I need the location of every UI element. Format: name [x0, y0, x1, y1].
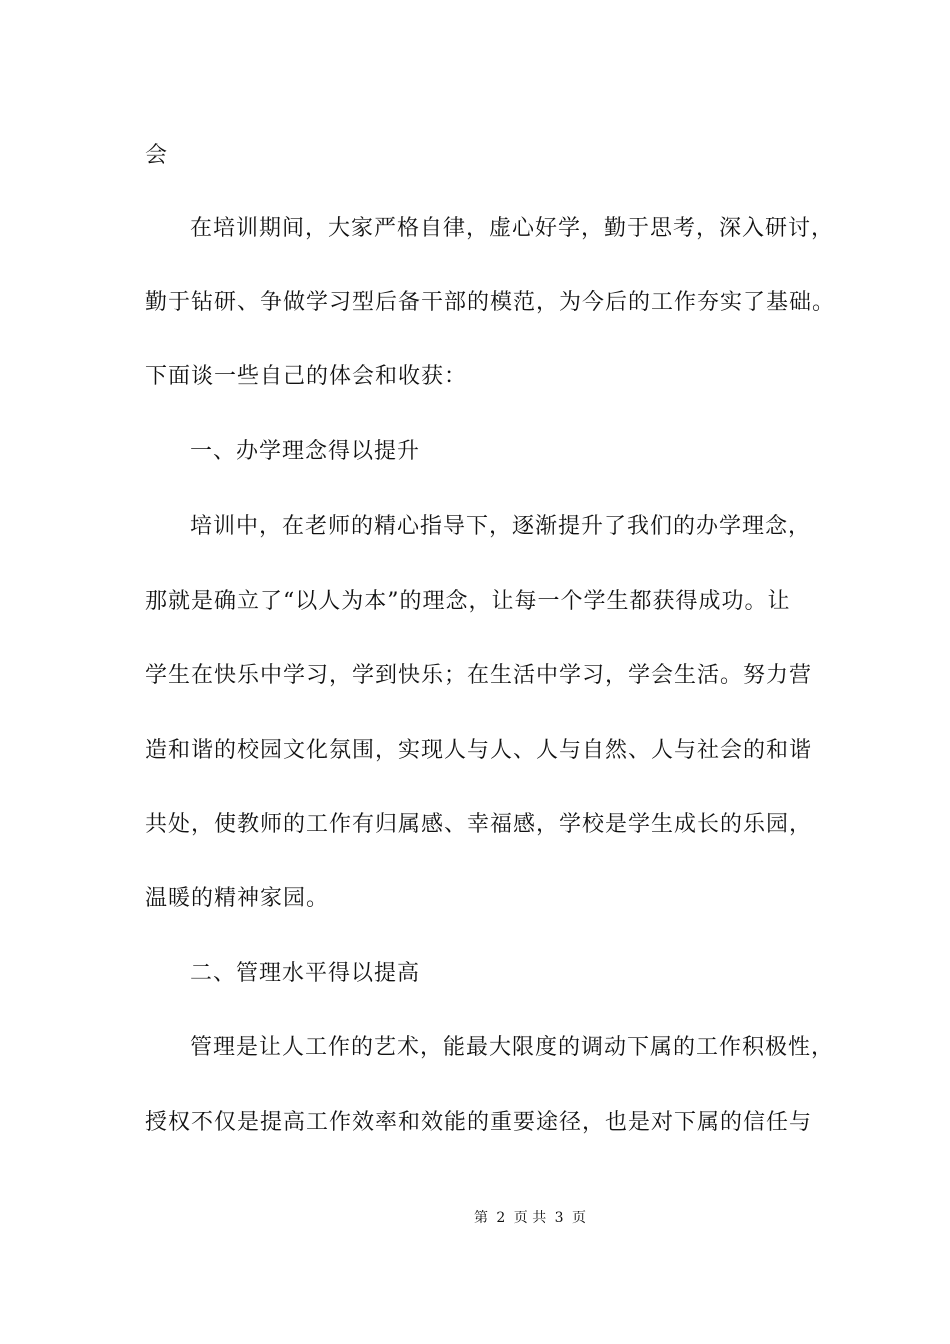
page-label-mid: 页 共 — [513, 1210, 547, 1226]
page-label-suffix: 页 — [572, 1210, 587, 1226]
total-pages-number: 3 — [554, 1210, 564, 1226]
text-line-6: 培训中，在老师的精心指导下，逐渐提升了我们的办学理念， — [190, 514, 812, 539]
section-heading-2: 二、管理水平得以提高 — [190, 961, 421, 986]
text-line-7: 那就是确立了“以人为本”的理念，让每一个学生都获得成功。让 — [145, 589, 791, 614]
text-line-1: 会 — [145, 143, 169, 168]
section-heading-1: 一、办学理念得以提升 — [190, 439, 421, 464]
text-line-3: 勤于钻研、争做学习型后备干部的模范，为今后的工作夯实了基础。 — [145, 290, 836, 315]
text-line-8: 学生在快乐中学习，学到快乐；在生活中学习，学会生活。努力营 — [145, 663, 813, 688]
text-line-2: 在培训期间，大家严格自律，虚心好学，勤于思考，深入研讨， — [190, 216, 835, 241]
current-page-number: 2 — [496, 1210, 506, 1226]
page-label-prefix: 第 — [473, 1210, 488, 1226]
text-line-13: 管理是让人工作的艺术，能最大限度的调动下属的工作积极性， — [190, 1035, 835, 1060]
page-footer — [0, 1208, 950, 1228]
text-line-14: 授权不仅是提高工作效率和效能的重要途径，也是对下属的信任与 — [145, 1110, 813, 1135]
text-line-10: 共处，使教师的工作有归属感、幸福感，学校是学生成长的乐园， — [145, 812, 813, 837]
text-line-11: 温暖的精神家园。 — [145, 886, 330, 911]
text-line-4: 下面谈一些自己的体会和收获： — [145, 364, 468, 389]
text-line-9: 造和谐的校园文化氛围，实现人与人、人与自然、人与社会的和谐 — [145, 738, 813, 763]
